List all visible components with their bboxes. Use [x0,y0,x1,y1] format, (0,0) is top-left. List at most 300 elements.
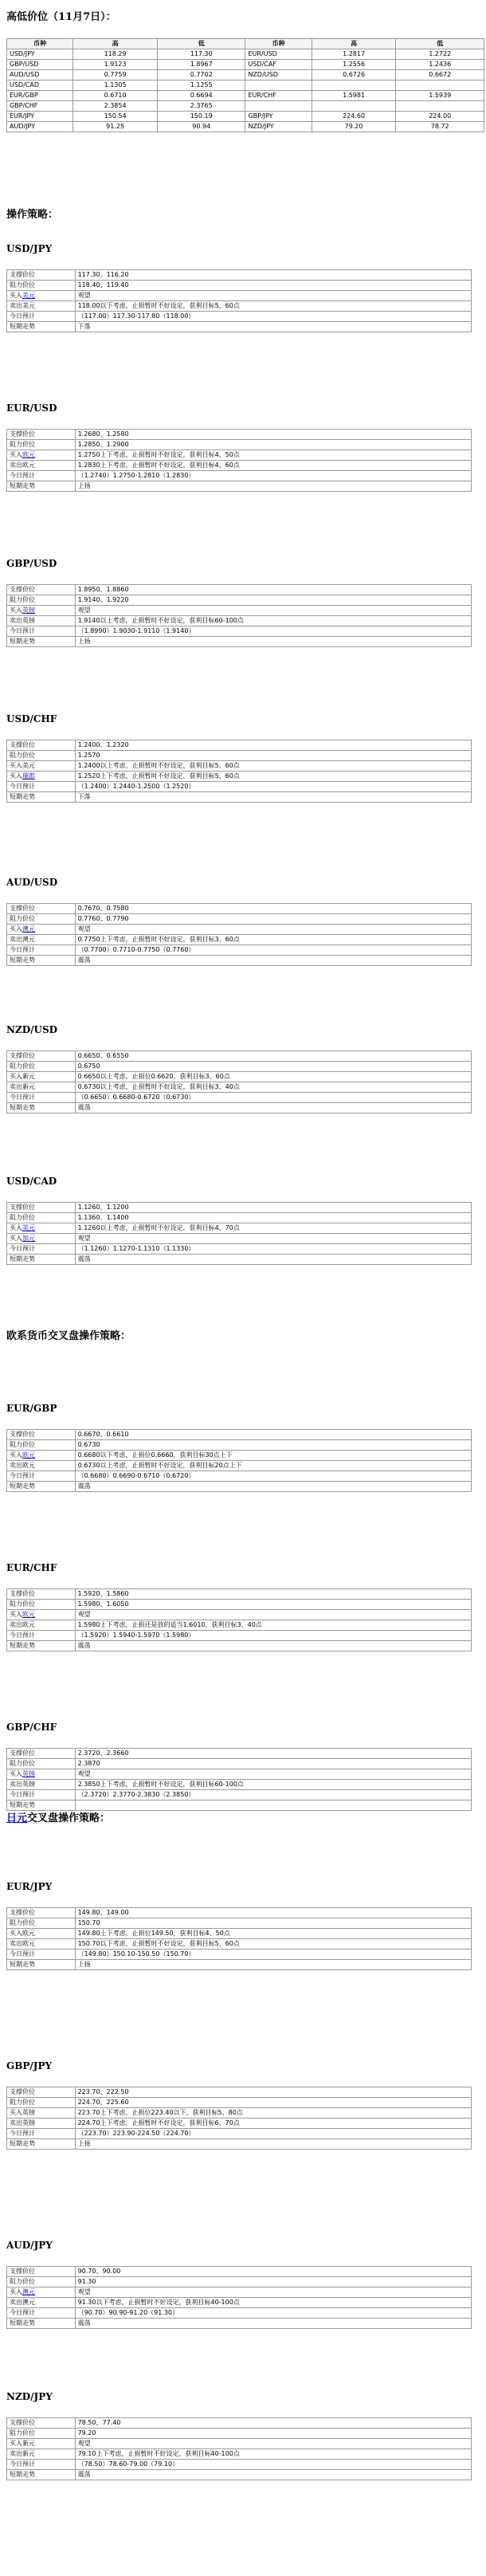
strategy-label: 买入澳元 [7,2287,76,2298]
strategy-table [6,1588,472,1651]
strategy-label: 阻力价位 [7,1600,76,1610]
strategy-label: 买入加元 [7,1234,76,1244]
strategy-value: 91.30 [75,2277,471,2287]
strategy-row [7,301,472,312]
yen-strategy-heading [6,1809,110,1824]
price-cell: 224.00 [396,112,484,122]
strategy-row [7,440,472,450]
pair-title: USD/JPY [6,243,53,254]
strategy-value: 79.20 [75,2429,471,2439]
strategy-label: 短期走势 [7,956,76,966]
strategy-value: 1.2570 [75,751,471,761]
strategy-label: 短期走势 [7,322,76,332]
strategy-value: 上扬 [75,1960,471,1970]
price-cell [312,101,396,112]
currency-cell: AUD/USD [7,70,73,80]
strategy-row [7,2267,472,2277]
currency-link[interactable]: 美元 [22,292,35,299]
strategy-row [7,1234,472,1244]
strategy-value: 149.80、149.00 [75,1908,471,1918]
pair-title: EUR/CHF [6,1562,57,1573]
strategy-value: （1.8990）1.9030-1.9110（1.9140） [75,626,471,637]
strategy-value: 观望 [75,291,471,301]
strategy-value: 观望 [75,1610,471,1620]
strategy-row [7,914,472,925]
strategy-row [7,2418,472,2429]
strategy-row [7,595,472,606]
strategy-row [7,606,472,616]
strategy-value: 1.2680、1.2580 [75,430,471,440]
price-cell: 150.54 [73,112,158,122]
strategy-label: 卖出欧元 [7,1461,76,1471]
strategy-row [7,291,472,301]
strategy-heading: 操作策略： [6,209,59,221]
strategy-value: 1.2400以上考虑，止损暂时不好设定，获利目标5、60点 [75,761,471,772]
strategy-value: 上扬 [75,637,471,647]
strategy-label: 买入欧元 [7,1451,76,1461]
price-cell: 0.6726 [312,70,396,80]
strategy-label: 阻力价位 [7,440,76,450]
pair-title: GBP/CHF [6,1722,57,1733]
strategy-table [6,1429,472,1492]
strategy-row [7,2429,472,2439]
currency-link[interactable]: 美元 [22,1224,35,1231]
price-table-row [7,122,484,132]
strategy-row [7,740,472,751]
currency-cell: GBP/JPY [245,112,312,122]
strategy-row [7,2087,472,2098]
strategy-label: 卖出欧元 [7,1620,76,1631]
strategy-label: 今日预计 [7,471,76,481]
price-cell: 1.8967 [157,60,245,70]
strategy-row [7,1939,472,1950]
strategy-row [7,1471,472,1482]
strategy-value: 1.9140以上考虑，止损暂时不好设定，获利目标60-100点 [75,616,471,626]
strategy-label: 支撑价位 [7,430,76,440]
strategy-row [7,2460,472,2470]
strategy-row [7,2098,472,2108]
strategy-value: 1.5980上下考虑，止损还是放的适当1.6010，获利目标3、40点 [75,1620,471,1631]
strategy-value: 0.7760、0.7790 [75,914,471,925]
price-cell: 1.2817 [312,49,396,60]
strategy-row [7,471,472,481]
strategy-row [7,626,472,637]
currency-cell [245,101,312,112]
yen-link[interactable]: 日元 [6,1812,28,1824]
strategy-row [7,1620,472,1631]
strategy-row [7,322,472,332]
strategy-label: 阻力价位 [7,595,76,606]
strategy-row [7,1780,472,1790]
price-cell [312,80,396,91]
strategy-value: 1.8950、1.8860 [75,585,471,595]
strategy-row [7,1641,472,1651]
strategy-label: 阻力价位 [7,751,76,761]
strategy-value: （0.6650）0.6680-0.6720（0.6730） [75,1093,471,1103]
strategy-label: 卖出澳元 [7,935,76,945]
strategy-value: 震荡 [75,956,471,966]
strategy-value: 2.3870 [75,1759,471,1769]
currency-link[interactable]: 加元 [22,1235,35,1242]
strategy-label: 买入英镑 [7,606,76,616]
currency-cell: EUR/USD [245,49,312,60]
strategy-row [7,1600,472,1610]
strategy-value: 观望 [75,1769,471,1780]
strategy-value: 0.6650以上考虑，止损位0.6620，获利目标3、60点 [75,1072,471,1082]
price-table-row [7,49,484,60]
strategy-row [7,1213,472,1223]
pair-title: NZD/USD [6,1024,58,1035]
strategy-row [7,935,472,945]
strategy-value: 震荡 [75,1103,471,1113]
strategy-table [6,429,472,492]
strategy-label: 买入新元 [7,2439,76,2449]
strategy-value: 1.1260、1.1200 [75,1203,471,1213]
strategy-table [6,269,472,332]
strategy-label: 阻力价位 [7,1918,76,1929]
pair-title: AUD/JPY [6,2240,53,2251]
header-cell: 高 [73,39,158,49]
price-cell: 0.6672 [396,70,484,80]
price-table-header-row [7,39,484,49]
strategy-label: 买入新元 [7,1072,76,1082]
currency-link[interactable]: 欧元 [22,451,35,458]
strategy-row [7,2449,472,2460]
strategy-label: 阻力价位 [7,2277,76,2287]
strategy-label: 支撑价位 [7,1589,76,1600]
strategy-row [7,430,472,440]
strategy-label: 支撑价位 [7,1203,76,1213]
price-cell: 1.2436 [396,60,484,70]
strategy-label: 卖出英镑 [7,2119,76,2129]
strategy-row [7,2287,472,2298]
strategy-label: 支撑价位 [7,585,76,595]
currency-cell: EUR/GBP [7,91,73,101]
strategy-value: 223.70上下考虑，止损位223.40以下，获利目标5、80点 [75,2108,471,2119]
price-cell: 118.29 [73,49,158,60]
strategy-label: 卖出英镑 [7,616,76,626]
price-cell: 90.94 [157,122,245,132]
strategy-row [7,945,472,956]
strategy-label: 买入英镑 [7,1769,76,1780]
price-cell: 2.3854 [73,101,158,112]
strategy-row [7,2298,472,2308]
price-cell: 0.6694 [157,91,245,101]
strategy-row [7,1062,472,1072]
strategy-label: 今日预计 [7,1093,76,1103]
strategy-label: 今日预计 [7,2129,76,2139]
strategy-table [6,2266,472,2329]
strategy-value: （1.2400）1.2440-1.2500（1.2520） [75,782,471,792]
strategy-row [7,751,472,761]
strategy-row [7,2108,472,2119]
strategy-label: 买入美元 [7,291,76,301]
price-table-row [7,80,484,91]
strategy-label: 短期走势 [7,1255,76,1265]
strategy-value: 91.30以下考虑，止损暂时不好设定，获利目标40-100点 [75,2298,471,2308]
price-cell: 79.20 [312,122,396,132]
header-cell: 币种 [7,39,73,49]
strategy-label: 阻力价位 [7,2429,76,2439]
strategy-row [7,925,472,935]
currency-link[interactable]: 英镑 [22,1770,35,1777]
strategy-row [7,1451,472,1461]
strategy-label: 今日预计 [7,1244,76,1255]
strategy-label: 阻力价位 [7,1062,76,1072]
strategy-value: 观望 [75,2439,471,2449]
strategy-table [6,584,472,647]
strategy-value: 震荡 [75,1255,471,1265]
header-cell: 低 [157,39,245,49]
strategy-row [7,1790,472,1800]
price-table-row [7,112,484,122]
currency-cell: USD/CAD [7,80,73,91]
price-table-row [7,70,484,80]
strategy-label: 支撑价位 [7,2087,76,2098]
strategy-value: 118.40、119.40 [75,281,471,291]
strategy-label: 支撑价位 [7,270,76,281]
strategy-row [7,1430,472,1440]
strategy-row [7,1482,472,1492]
strategy-label: 阻力价位 [7,2098,76,2108]
strategy-value: 0.6680以下考虑，止损位0.6660，获利目标30点上下 [75,1451,471,1461]
strategy-row [7,1203,472,1213]
strategy-label: 支撑价位 [7,2267,76,2277]
currency-link[interactable]: 瑞郎 [22,772,35,779]
strategy-value: 224.70、225.60 [75,2098,471,2108]
strategy-label: 卖出新元 [7,2449,76,2460]
price-cell: 1.1305 [73,80,158,91]
strategy-value: 79.10上下考虑，止损暂时不好设定，获利目标40-100点 [75,2449,471,2460]
strategy-label: 支撑价位 [7,2418,76,2429]
pair-title: USD/CAD [6,1176,57,1187]
strategy-value: 震荡 [75,2319,471,2329]
strategy-value: 0.6750 [75,1062,471,1072]
strategy-label: 短期走势 [7,1960,76,1970]
strategy-label: 买入欧元 [7,1929,76,1939]
strategy-label: 今日预计 [7,2460,76,2470]
pair-title: GBP/USD [6,558,57,569]
strategy-table [6,2087,472,2150]
strategy-row [7,2308,472,2319]
strategy-row [7,1461,472,1471]
currency-cell: USD/JPY [7,49,73,60]
strategy-value: 2.3720、2.3660 [75,1749,471,1759]
pair-title: EUR/GBP [6,1403,57,1414]
pair-title: USD/CHF [6,713,57,724]
strategy-row [7,1051,472,1062]
strategy-row [7,312,472,322]
price-table [6,38,484,132]
strategy-value: 1.2750上下考虑，止损暂时不好设定，获利目标4、50点 [75,450,471,461]
strategy-table [6,1202,472,1265]
strategy-value [75,1800,471,1811]
strategy-table [6,903,472,966]
strategy-row [7,956,472,966]
strategy-row [7,1800,472,1811]
strategy-row [7,1769,472,1780]
strategy-value: 1.2830上下考虑，止损暂时不好设定，获利目标4、60点 [75,461,471,471]
price-cell: 2.3765 [157,101,245,112]
strategy-value: （0.6680）0.6690-0.6710（0.6720） [75,1471,471,1482]
pair-title: EUR/JPY [6,1881,53,1892]
strategy-value: 1.1360、1.1400 [75,1213,471,1223]
price-cell [396,80,484,91]
strategy-row [7,1082,472,1093]
strategy-row [7,1440,472,1451]
strategy-label: 买入欧元 [7,1610,76,1620]
strategy-value: 上扬 [75,481,471,492]
strategy-value: （1.1260）1.1270-1.1310（1.1330） [75,1244,471,1255]
strategy-row [7,761,472,772]
strategy-label: 卖出欧元 [7,1939,76,1950]
strategy-value: （149.80）150.10-150.50（150.70） [75,1950,471,1960]
currency-link[interactable]: 英镑 [22,607,35,614]
strategy-row [7,481,472,492]
currency-cell: GBP/USD [7,60,73,70]
pair-title: EUR/USD [6,402,57,414]
strategy-label: 今日预计 [7,1950,76,1960]
strategy-label: 今日预计 [7,782,76,792]
currency-link[interactable]: 欧元 [22,1611,35,1618]
strategy-label: 买入英镑 [7,2108,76,2119]
price-cell: 0.6710 [73,91,158,101]
strategy-value: 1.2850、1.2900 [75,440,471,450]
strategy-row [7,1255,472,1265]
strategy-value: 震荡 [75,2470,471,2480]
currency-cell: EUR/CHF [245,91,312,101]
strategy-value: 223.70、222.50 [75,2087,471,2098]
price-cell: 78.72 [396,122,484,132]
strategy-label: 支撑价位 [7,1749,76,1759]
strategy-label: 短期走势 [7,481,76,492]
strategy-value: 0.7670、0.7580 [75,904,471,914]
strategy-value: 下落 [75,322,471,332]
strategy-value: 下落 [75,792,471,803]
strategy-label: 买入瑞郎 [7,772,76,782]
strategy-row [7,782,472,792]
strategy-value: （223.70）223.90-224.50（224.70） [75,2129,471,2139]
strategy-row [7,281,472,291]
price-cell: 1.2556 [312,60,396,70]
strategy-value: 震荡 [75,1641,471,1651]
strategy-row [7,2277,472,2287]
currency-link[interactable]: 澳元 [22,2288,35,2295]
strategy-value: （2.3720）2.3770-2.3830（2.3850） [75,1790,471,1800]
strategy-label: 支撑价位 [7,1908,76,1918]
strategy-label: 短期走势 [7,1482,76,1492]
strategy-value: 150.70以下考虑，止损暂时不好设定，获利目标5、60点 [75,1939,471,1950]
header-cell: 高 [312,39,396,49]
strategy-row [7,2129,472,2139]
strategy-value: 117.30、116.20 [75,270,471,281]
strategy-row [7,1918,472,1929]
strategy-label: 今日预计 [7,1790,76,1800]
strategy-value: （0.7700）0.7710-0.7750（0.7760） [75,945,471,956]
currency-cell: USD/CAF [245,60,312,70]
strategy-row [7,450,472,461]
strategy-label: 短期走势 [7,2139,76,2150]
price-cell: 1.5981 [312,91,396,101]
strategy-value: 0.6670、0.6610 [75,1430,471,1440]
header-cell: 币种 [245,39,312,49]
strategy-row [7,1244,472,1255]
strategy-label: 阻力价位 [7,1759,76,1769]
pair-title: NZD/JPY [6,2391,53,2402]
strategy-label: 卖出美元 [7,301,76,312]
price-cell: 1.9123 [73,60,158,70]
strategy-label: 今日预计 [7,1631,76,1641]
strategy-row [7,2319,472,2329]
strategy-table [6,740,472,803]
strategy-value: 90.70、90.00 [75,2267,471,2277]
strategy-row [7,1749,472,1759]
currency-link[interactable]: 澳元 [22,925,35,933]
strategy-value: 1.9140、1.9220 [75,595,471,606]
strategy-row [7,2470,472,2480]
strategy-label: 今日预计 [7,1471,76,1482]
pair-title: GBP/JPY [6,2060,53,2071]
strategy-label: 阻力价位 [7,1440,76,1451]
strategy-value: 0.6730以上考虑，止损暂时不好设定，获利目标3、40点 [75,1082,471,1093]
strategy-value: 118.00以下考虑，止损暂时不好设定，获利目标5、60点 [75,301,471,312]
strategy-value: 1.5920、1.5860 [75,1589,471,1600]
strategy-value: （117.00）117.30-117.80（118.00） [75,312,471,322]
currency-link[interactable]: 欧元 [22,1451,35,1459]
strategy-row [7,1759,472,1769]
yen-heading-text: 交叉盘操作策略： [27,1812,111,1824]
strategy-value: 150.70 [75,1918,471,1929]
strategy-value: 观望 [75,606,471,616]
strategy-row [7,792,472,803]
price-cell: 117.30 [157,49,245,60]
strategy-value: 0.6730 [75,1440,471,1451]
strategy-label: 短期走势 [7,637,76,647]
page-title: 高低价位（11月7日）： [6,11,116,23]
strategy-value: 0.7750上下考虑，止损暂时不好设定，获利目标3、60点 [75,935,471,945]
strategy-row [7,616,472,626]
strategy-label: 买入欧元 [7,450,76,461]
strategy-table [6,1748,472,1811]
strategy-value: （1.2740）1.2750-1.2810（1.2830） [75,471,471,481]
strategy-row [7,1072,472,1082]
strategy-row [7,904,472,914]
strategy-row [7,1960,472,1970]
strategy-table [6,2417,472,2480]
strategy-value: 1.2520上下考虑，止损暂时不好设定，获利目标5、60点 [75,772,471,782]
cross-strategy-heading: 欧系货币交叉盘操作策略： [6,1330,131,1342]
strategy-value: 0.6730以上考虑，止损暂时不好设定，获利目标20点上下 [75,1461,471,1471]
strategy-label: 今日预计 [7,2308,76,2319]
strategy-label: 今日预计 [7,945,76,956]
strategy-row [7,1589,472,1600]
strategy-label: 支撑价位 [7,904,76,914]
strategy-row [7,270,472,281]
price-cell: 1.2722 [396,49,484,60]
strategy-value: 1.2400、1.2320 [75,740,471,751]
strategy-label: 支撑价位 [7,1430,76,1440]
currency-cell: NZD/USD [245,70,312,80]
strategy-label: 买入美元 [7,1223,76,1234]
strategy-value: （90.70）90.90-91.20（91.30） [75,2308,471,2319]
price-cell: 91.25 [73,122,158,132]
strategy-row [7,2439,472,2449]
price-cell: 1.1255 [157,80,245,91]
strategy-label: 卖出欧元 [7,461,76,471]
strategy-value: 1.1260以上考虑，止损暂时不好设定，获利目标4、70点 [75,1223,471,1234]
strategy-label: 短期走势 [7,792,76,803]
price-cell: 224.60 [312,112,396,122]
